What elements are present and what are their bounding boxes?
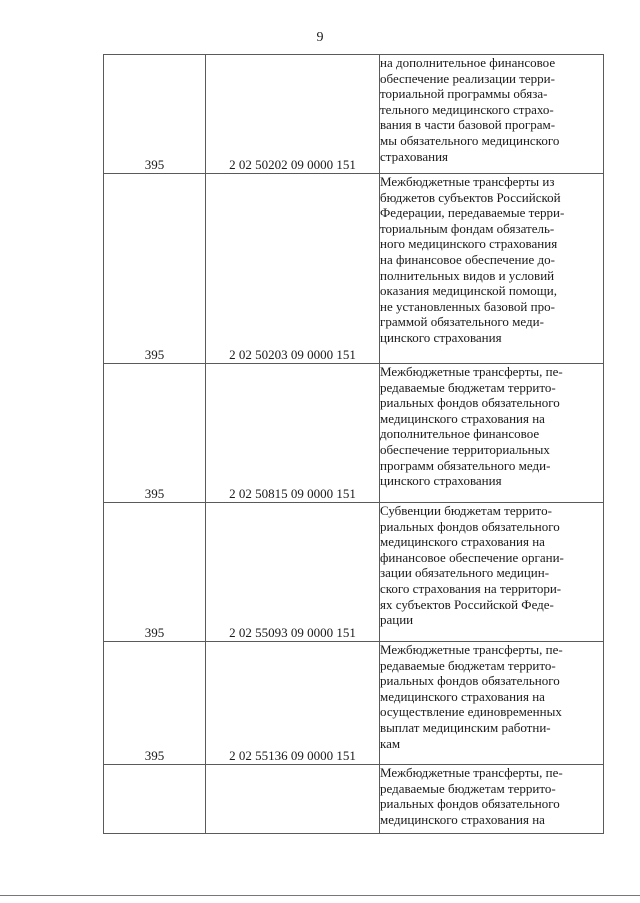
admin-code-cell: 395 <box>104 642 206 765</box>
page-number: 9 <box>316 30 324 45</box>
admin-code-cell: 395 <box>104 55 206 174</box>
description-line: риальных фондов обязательного <box>380 673 560 689</box>
description-cell <box>380 364 604 503</box>
description-line: осуществление единовременных <box>380 704 562 720</box>
description-cell <box>380 55 604 174</box>
description-line: медицинского страхования на <box>380 811 545 827</box>
description-line: цинского страхования <box>380 329 502 345</box>
description-cell <box>380 765 604 834</box>
description-cell <box>380 642 604 765</box>
budget-code-cell: 2 02 55136 09 0000 151 <box>206 642 380 765</box>
description-line: обеспечение реализации терри- <box>380 70 555 86</box>
budget-code-cell: 2 02 55093 09 0000 151 <box>206 503 380 642</box>
description-line: выплат медицинским работни- <box>380 719 551 735</box>
description-line: риальных фондов обязательного <box>380 395 560 411</box>
description-line: бюджетов субъектов Российской <box>380 189 561 205</box>
description-line: Межбюджетные трансферты, пе- <box>380 765 563 780</box>
description-line: ториальной программы обяза- <box>380 86 548 102</box>
admin-code-cell: 395 <box>104 174 206 364</box>
budget-code-cell: 2 02 50202 09 0000 151 <box>206 55 380 174</box>
description-line: цинского страхования <box>380 473 502 489</box>
description-line: ного медицинского страхования <box>380 236 558 252</box>
admin-code-cell: 395 <box>104 364 206 503</box>
description-line: зации обязательного медицин- <box>380 565 550 581</box>
page-bottom-rule <box>0 895 640 896</box>
description-line: медицинского страхования на <box>380 410 545 426</box>
description-line: ского страхования на территори- <box>380 580 562 596</box>
description-line: Межбюджетные трансферты, пе- <box>380 364 563 379</box>
admin-code-cell: 395 <box>104 503 206 642</box>
description-line: кам <box>380 735 401 751</box>
description-line: обеспечение территориальных <box>380 441 550 457</box>
table-row <box>104 503 604 642</box>
description-line: полнительных видов и условий <box>380 267 555 283</box>
description-line: Межбюджетные трансферты, пе- <box>380 642 563 657</box>
description-cell <box>380 174 604 364</box>
description-line: рации <box>380 612 414 628</box>
description-line: на финансовое обеспечение до- <box>380 251 555 267</box>
description-line: редаваемые бюджетам террито- <box>380 780 556 796</box>
description-line: риальных фондов обязательного <box>380 796 560 812</box>
description-line: Субвенции бюджетам террито- <box>380 503 552 518</box>
table-row <box>104 174 604 364</box>
description-line: граммой обязательного меди- <box>380 314 544 330</box>
description-line: не установленных базовой про- <box>380 298 555 314</box>
description-line: вания в части базовой програм- <box>380 117 556 133</box>
table-body <box>104 55 604 834</box>
budget-code-cell: 2 02 50815 09 0000 151 <box>206 364 380 503</box>
description-line: Федерации, передаваемые терри- <box>380 205 565 221</box>
description-line: редаваемые бюджетам террито- <box>380 379 556 395</box>
admin-code-cell <box>104 765 206 834</box>
description-line: риальных фондов обязательного <box>380 518 560 534</box>
description-line: дополнительное финансовое <box>380 426 540 442</box>
description-line: мы обязательного медицинского <box>380 132 560 148</box>
table-row <box>104 642 604 765</box>
budget-classification-table <box>103 54 604 834</box>
description-line: Межбюджетные трансферты из <box>380 174 555 189</box>
description-line: медицинского страхования на <box>380 534 545 550</box>
description-line: программ обязательного меди- <box>380 457 551 473</box>
budget-code-cell: 2 02 50203 09 0000 151 <box>206 174 380 364</box>
description-line: оказания медицинской помощи, <box>380 283 557 299</box>
description-line: страхования <box>380 148 449 164</box>
description-line: ях субъектов Российской Феде- <box>380 596 554 612</box>
table-row <box>104 364 604 503</box>
description-line: финансовое обеспечение органи- <box>380 549 564 565</box>
description-line: медицинского страхования на <box>380 688 545 704</box>
budget-code-cell <box>206 765 380 834</box>
description-line: ториальным фондам обязатель- <box>380 220 555 236</box>
table-row <box>104 55 604 174</box>
description-cell <box>380 503 604 642</box>
description-line: на дополнительное финансовое <box>380 55 556 70</box>
description-line: тельного медицинского страхо- <box>380 101 554 117</box>
table-row <box>104 765 604 834</box>
description-line: редаваемые бюджетам террито- <box>380 657 556 673</box>
